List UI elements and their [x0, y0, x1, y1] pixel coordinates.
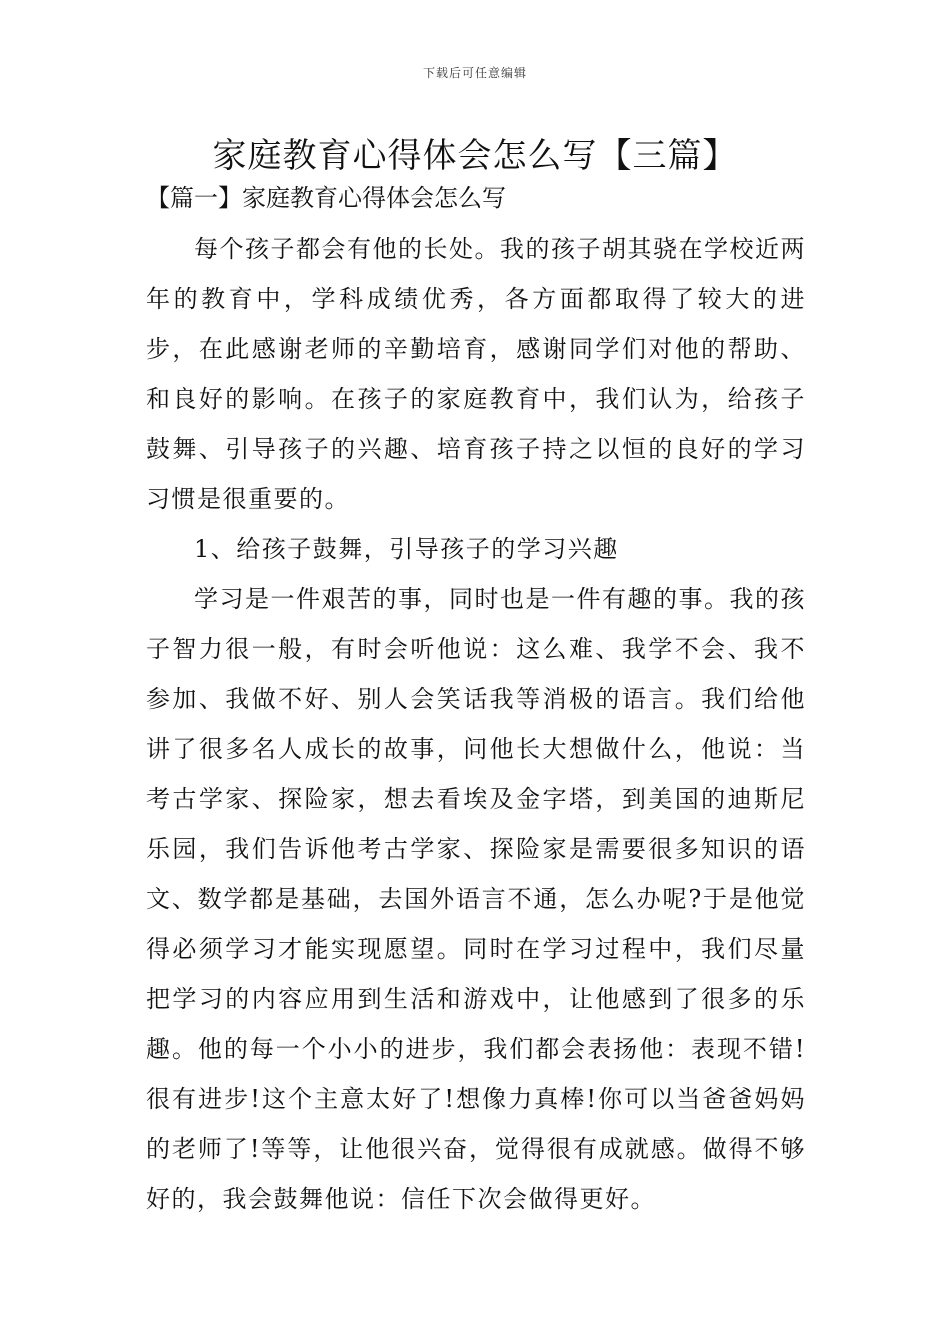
section-heading: 【篇一】家庭教育心得体会怎么写 [146, 184, 506, 212]
paragraph-2: 学习是一件艰苦的事，同时也是一件有趣的事。我的孩子智力很一般，有时会听他说：这么难、我学不会、我不参加、我做不好、别人会笑话我等消极的语言。我们给他讲了很多名人成长的故事，问他长大想做什么，他说：当考古学家、探险家，想去看埃及金字塔，到美国的迪斯尼乐园，我们告诉他考古学家、探险家是需要很多知识的语文、数学都是基础，去国外语言不通，怎么办呢?于是他觉得必须学习才能实现愿望。同时在学习过程中，我们尽量把学习的内容应用到生活和游戏中，让他感到了很多的乐趣。他的每一个小小的进步，我们都会表扬他：表现不错!很有进步!这个主意太好了!想像力真棒!你可以当爸爸妈妈的老师了!等等，让他很兴奋，觉得很有成就感。做得不够好的，我会鼓舞他说：信任下次会做得更好。 [146, 585, 806, 1213]
numbered-item-1: 1、给孩子鼓舞，引导孩子的学习兴趣 [194, 535, 619, 563]
paragraph-1: 每个孩子都会有他的长处。我的孩子胡其骁在学校近两年的教育中，学科成绩优秀，各方面都取得了较大的进步，在此感谢老师的辛勤培育，感谢同学们对他的帮助、和良好的影响。在孩子的家庭教育中，我们认为，给孩子鼓舞、引导孩子的兴趣、培育孩子持之以恒的良好的学习习惯是很重要的。 [146, 235, 806, 513]
header-note: 下载后可任意编辑 [422, 66, 527, 80]
document-title: 家庭教育心得体会怎么写【三篇】 [212, 136, 738, 176]
